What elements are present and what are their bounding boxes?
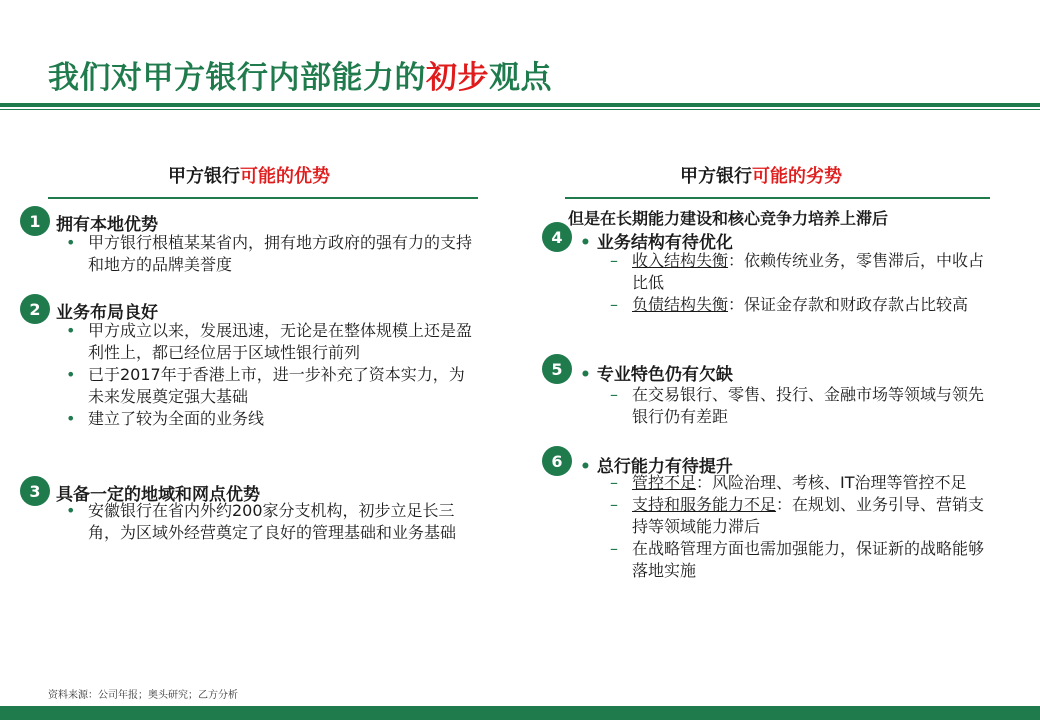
left-header-accent: 可能的优势 [240,166,330,187]
list-item: • 安徽银行在省内外约200家分支机构，初步立足长三角，为区域外经营奠定了良好的管理基础和业务基础 [66,501,457,542]
item-5-bullets [610,384,990,428]
right-column-header [680,162,842,188]
footer-bar [0,706,1040,720]
left-header-rule [48,197,478,199]
source-note: 资料来源：公司年报；奥头研究；乙方分析 [48,690,238,701]
right-header-prefix: 甲方银行 [680,166,752,187]
list-item: • 甲方成立以来，发展迅速，无论是在整体规模上还是盈利性上，都已经位居于区域性银行前列 [66,321,473,362]
title-rule [0,103,1040,107]
list-item: – 在战略管理方面也需加强能力，保证新的战略能够落地实施 [610,539,985,580]
list-item: – 收入结构失衡：依赖传统业务，零售滞后，中收占比低 [610,251,985,292]
number-badge-1: 1 [20,206,50,236]
list-item: – 支持和服务能力不足：在规划、业务引导、营销支持等领域能力滞后 [610,495,985,536]
list-item: – 管控不足：风险治理、考核、IT治理等管控不足 [610,473,967,492]
item-heading-6: • 总行能力有待提升 [580,457,733,477]
item-2-bullets [66,320,476,430]
list-item: • 建立了较为全面的业务线 [66,409,265,428]
item-heading-4: • 业务结构有待优化 [580,233,733,253]
item-heading-5: • 专业特色仍有欠缺 [580,365,733,385]
list-item: • 已于2017年于香港上市，进一步补充了资本实力，为未来发展奠定强大基础 [66,365,465,406]
left-column-header [168,162,330,188]
item-heading-2: 业务布局良好 [56,303,158,323]
item-1-bullets [66,232,476,276]
title-main: 我们对甲方银行内部能力的 [48,60,426,96]
title-accent: 初步 [426,60,489,96]
number-badge-5: 5 [542,354,572,384]
item-4-bullets [610,250,990,316]
left-header-prefix: 甲方银行 [168,166,240,187]
list-item: – 负债结构失衡：保证金存款和财政存款占比较高 [610,295,969,314]
right-header-rule [565,197,990,199]
number-badge-3: 3 [20,476,50,506]
right-subheading: 但是在长期能力建设和核心竞争力培养上滞后 [568,209,889,228]
list-item: • 甲方银行根植某某省内，拥有地方政府的强有力的支持和地方的品牌美誉度 [66,233,473,274]
page-title [48,52,552,97]
list-item: – 在交易银行、零售、投行、金融市场等领域与领先银行仍有差距 [610,385,985,426]
item-3-bullets [66,500,476,544]
item-heading-1: 拥有本地优势 [56,215,158,235]
item-heading-3: 具备一定的地域和网点优势 [56,485,260,505]
number-badge-4: 4 [542,222,572,252]
title-tail: 观点 [489,60,552,96]
number-badge-6: 6 [542,446,572,476]
number-badge-2: 2 [20,294,50,324]
title-rule-thin [0,109,1040,110]
right-header-accent: 可能的劣势 [752,166,842,187]
item-6-bullets [610,472,990,582]
